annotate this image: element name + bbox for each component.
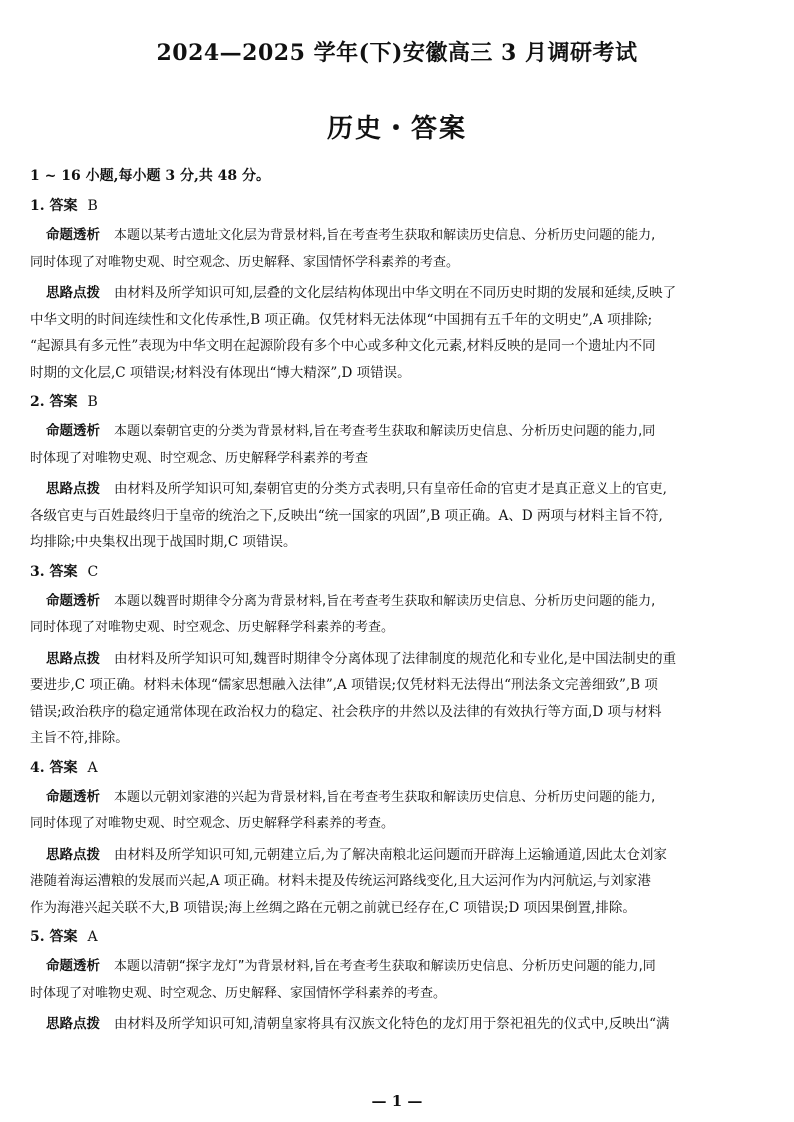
analysis-text: 本题以魏晋时期律令分离为背景材料,旨在考查考生获取和解读历史信息、分析历史问题的能力, <box>114 593 656 609</box>
hint-text: 由材料及所学知识可知,清朝皇家将具有汉族文化特色的龙灯用于祭祀祖先的仪式中,反映出“满 <box>114 1016 670 1032</box>
question-2-hint <box>30 476 768 556</box>
question-4-heading <box>30 758 768 778</box>
analysis-label: 命题透析 <box>46 592 100 609</box>
question-1-label: 1. 答案 <box>30 198 78 214</box>
question-5-hint <box>30 1011 768 1038</box>
analysis-text: 本题以某考古遗址文化层为背景材料,旨在考查考生获取和解读历史信息、分析历史问题的能力, <box>114 228 656 243</box>
question-1-heading <box>30 196 768 216</box>
analysis-label: 命题透析 <box>46 423 100 439</box>
question-2-heading <box>30 392 768 412</box>
hint-text: 均排除;中央集权出现于战国时期,C 项错误。 <box>30 534 297 550</box>
question-3-label: 3. 答案 <box>30 563 78 580</box>
question-5-answer: A <box>87 929 98 945</box>
hint-text: 中华文明的时间连续性和文化传承性,B 项正确。仅凭材料无法体现“中国拥有五千年的文明史”,A 项排除; <box>30 311 653 328</box>
answer-content <box>30 166 768 1042</box>
question-3-analysis <box>30 588 768 642</box>
analysis-label: 命题透析 <box>46 788 100 805</box>
question-2-answer: B <box>87 394 98 410</box>
hint-text: 由材料及所学知识可知,魏晋时期律令分离体现了法律制度的规范化和专业化,是中国法制史的重 <box>114 650 677 667</box>
question-4-label: 4. 答案 <box>30 759 78 776</box>
subject-title: 历史・答案 <box>326 114 467 144</box>
question-4-hint <box>30 842 768 922</box>
hint-label: 思路点拨 <box>46 650 100 667</box>
hint-text: 作为海港兴起关联不大,B 项错误;海上丝绸之路在元朝之前就已经存在,C 项错误;D 项因果倒置,排除。 <box>30 899 636 916</box>
page-number: — 1 — <box>371 1092 423 1110</box>
analysis-text: 同时体现了对唯物史观、时空观念、历史解释、家国情怀学科素养的考查。 <box>30 254 460 270</box>
analysis-label: 命题透析 <box>46 958 100 974</box>
hint-label: 思路点拨 <box>46 1016 100 1032</box>
section-intro: 1 ~ 16 小题,每小题 3 分,共 48 分。 <box>30 168 271 184</box>
hint-label: 思路点拨 <box>46 846 100 863</box>
hint-text: 时期的文化层,C 项错误;材料没有体现出“博大精深”,D 项错误。 <box>30 364 411 381</box>
question-2-label: 2. 答案 <box>30 394 78 410</box>
question-3-heading <box>30 562 768 582</box>
question-4-answer: A <box>87 759 98 776</box>
question-5-analysis <box>30 953 768 1007</box>
analysis-label: 命题透析 <box>46 227 100 243</box>
analysis-text: 本题以清朝“探字龙灯”为背景材料,旨在考查考生获取和解读历史信息、分析历史问题的能力,同 <box>114 959 656 974</box>
question-5-heading <box>30 927 768 947</box>
hint-text: “起源具有多元性”表现为中华文明在起源阶段有多个中心或多种文化元素,材料反映的是同一个遗址内不同 <box>30 338 656 354</box>
hint-text: 由材料及所学知识可知,层叠的文化层结构体现出中华文明在不同历史时期的发展和延续,反映了 <box>114 285 677 301</box>
hint-text: 要进步,C 项正确。材料未体现“儒家思想融入法律”,A 项错误;仅凭材料无法得出“刑法条文完善细致”,B 项 <box>30 677 658 693</box>
hint-text: 错误;政治秩序的稳定通常体现在政治权力的稳定、社会秩序的井然以及法律的有效执行等方面,D 项与材料 <box>30 703 662 720</box>
question-3-hint <box>30 646 768 752</box>
question-2-analysis <box>30 418 768 472</box>
analysis-text: 本题以秦朝官吏的分类为背景材料,旨在考查考生获取和解读历史信息、分析历史问题的能力,同 <box>114 424 656 439</box>
hint-text: 各级官吏与百姓最终归于皇帝的统治之下,反映出“统一国家的巩固”,B 项正确。A、D 两项与材料主旨不符, <box>30 507 663 524</box>
question-4-analysis <box>30 784 768 838</box>
hint-text: 由材料及所学知识可知,元朝建立后,为了解决南粮北运问题而开辟海上运输通道,因此太仓刘家 <box>114 846 667 863</box>
analysis-text: 本题以元朝刘家港的兴起为背景材料,旨在考查考生获取和解读历史信息、分析历史问题的能力, <box>114 789 656 805</box>
hint-text: 主旨不符,排除。 <box>30 730 129 746</box>
question-3-answer: C <box>87 563 99 580</box>
question-5-label: 5. 答案 <box>30 929 78 945</box>
analysis-text: 时体现了对唯物史观、时空观念、历史解释、家国情怀学科素养的考查。 <box>30 985 447 1001</box>
question-1-analysis <box>30 222 768 276</box>
analysis-text: 同时体现了对唯物史观、时空观念、历史解释学科素养的考查。 <box>30 620 395 635</box>
analysis-text: 时体现了对唯物史观、时空观念、历史解释学科素养的考查 <box>30 450 369 466</box>
hint-text: 港随着海运漕粮的发展而兴起,A 项正确。材料未提及传统运河路线变化,且大运河作为内河航运,与刘家港 <box>30 873 651 889</box>
hint-label: 思路点拨 <box>46 481 100 497</box>
analysis-text: 同时体现了对唯物史观、时空观念、历史解释学科素养的考查。 <box>30 816 395 831</box>
question-1-hint <box>30 280 768 386</box>
hint-label: 思路点拨 <box>46 285 100 301</box>
question-1-answer: B <box>87 198 98 214</box>
hint-text: 由材料及所学知识可知,秦朝官吏的分类方式表明,只有皇帝任命的官吏才是真正意义上的官吏, <box>114 481 667 497</box>
exam-title: 2024—2025 学年(下)安徽高三 3 月调研考试 <box>156 40 638 66</box>
